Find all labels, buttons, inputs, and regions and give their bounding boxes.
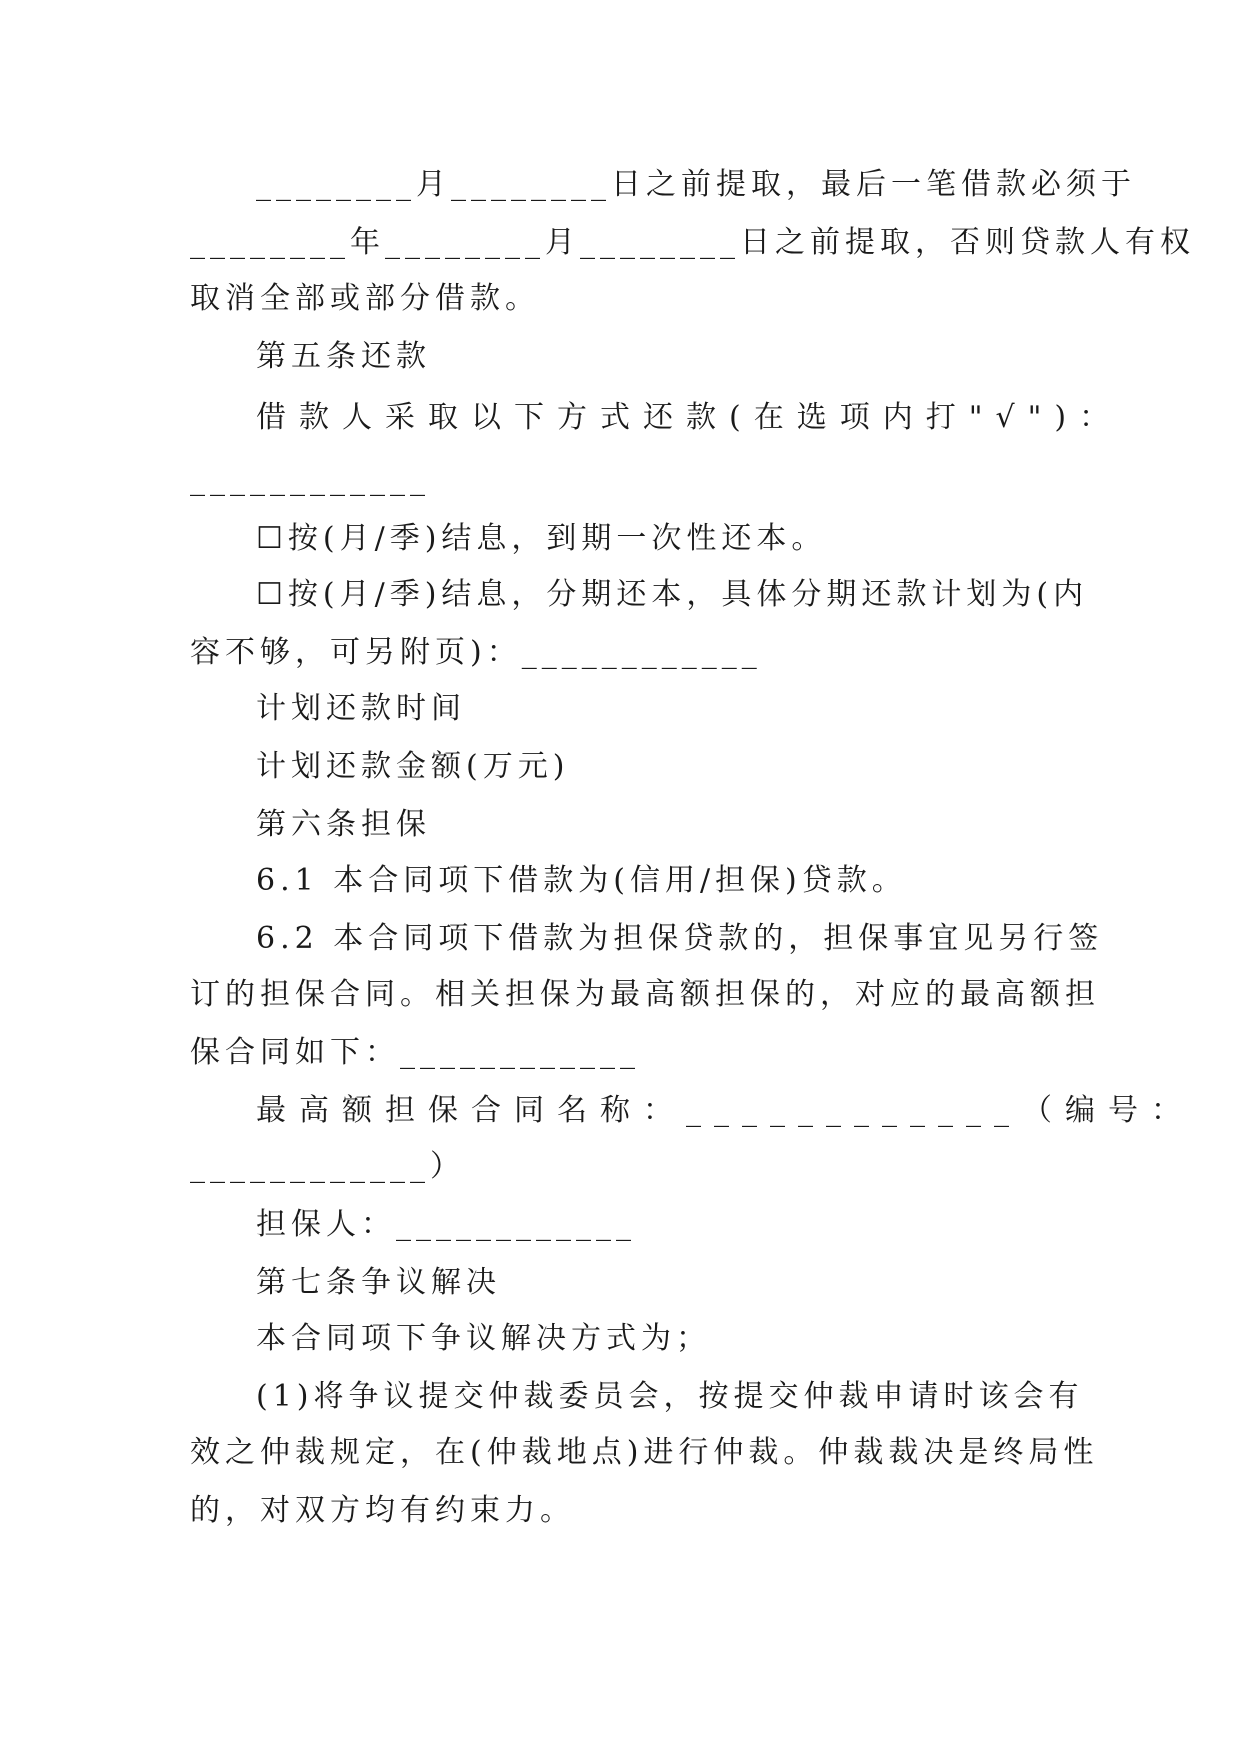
- text-line: ________年________月________日之前提取，否则贷款人有权: [190, 225, 1195, 260]
- text-line: 借款人采取以下方式还款(在选项内打"√")：: [256, 400, 1123, 435]
- checkbox-option: ☐按(月/季)结息，到期一次性还本。: [256, 521, 827, 556]
- text-line: 计划还款时间: [256, 691, 466, 726]
- checkbox-option: ☐按(月/季)结息，分期还本，具体分期还款计划为(内: [256, 577, 1089, 612]
- text-line: 担保人：____________: [256, 1207, 636, 1242]
- text-line: 容不够，可另附页)：____________: [190, 635, 762, 670]
- blank-line: ____________: [190, 462, 430, 497]
- text-line: (1)将争议提交仲裁委员会，按提交仲裁申请时该会有: [256, 1379, 1084, 1414]
- text-line: 保合同如下：____________: [190, 1035, 640, 1070]
- text-line: 本合同项下争议解决方式为；: [256, 1321, 711, 1356]
- text-line: 取消全部或部分借款。: [190, 281, 540, 316]
- blank-line: ____________）: [190, 1149, 465, 1184]
- text-line: 订的担保合同。相关担保为最高额担保的，对应的最高额担: [190, 977, 1100, 1012]
- section-heading: 第七条争议解决: [256, 1265, 501, 1300]
- text-line: 6.1 本合同项下借款为(信用/担保)贷款。: [256, 863, 907, 898]
- text-line: 最高额担保合同名称：____________（编号：: [256, 1093, 1194, 1128]
- section-heading: 第五条还款: [256, 339, 431, 374]
- text-line: 6.2 本合同项下借款为担保贷款的，担保事宜见另行签: [256, 921, 1104, 956]
- text-line: 的，对双方均有约束力。: [190, 1493, 575, 1528]
- text-line: ________月________日之前提取，最后一笔借款必须于: [256, 167, 1136, 202]
- text-line: 效之仲裁规定，在(仲裁地点)进行仲裁。仲裁裁决是终局性: [190, 1435, 1099, 1470]
- text-line: 计划还款金额(万元): [256, 749, 570, 784]
- section-heading: 第六条担保: [256, 807, 431, 842]
